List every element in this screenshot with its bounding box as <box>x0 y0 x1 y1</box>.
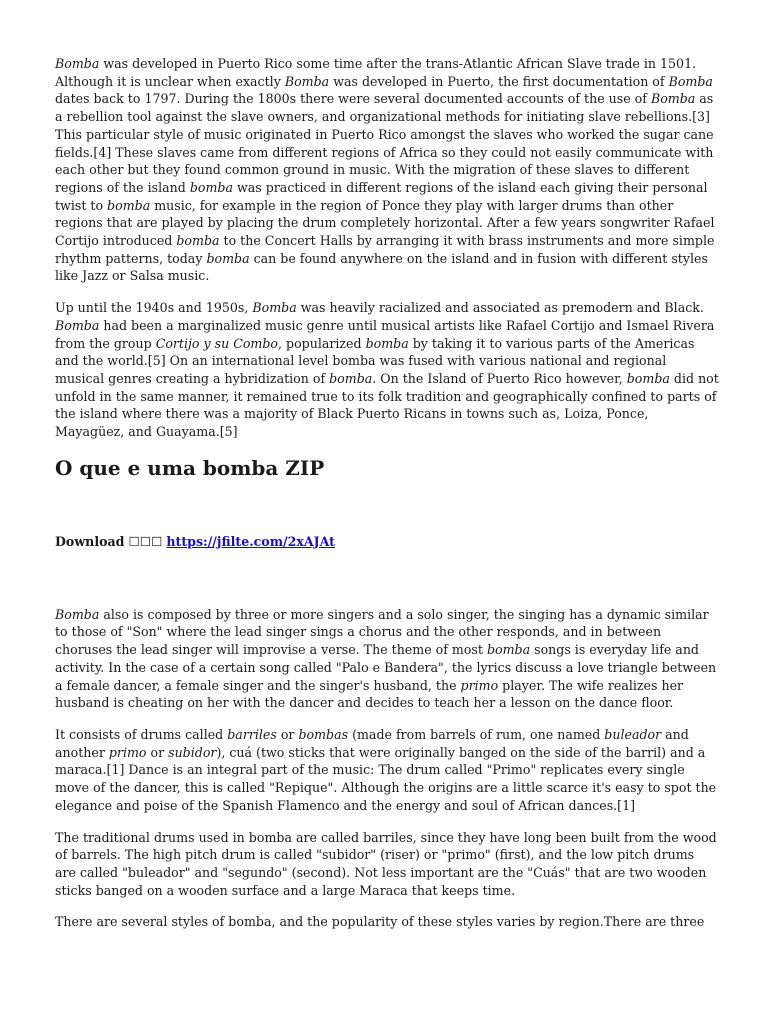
text-run: It consists of drums called <box>55 726 228 742</box>
text-run: and another <box>55 726 689 760</box>
body-paragraph <box>55 913 719 931</box>
text-run: had been a marginalized music genre until musical artists like Rafael Cortijo and Ismael Rivera from the group <box>55 317 715 351</box>
italic-term: bomba <box>206 250 250 266</box>
italic-term: bombas <box>298 726 349 742</box>
italic-term: Bomba <box>650 91 696 107</box>
section-heading: O que e uma bomba ZIP <box>55 455 325 480</box>
italic-term: subidor <box>168 744 217 760</box>
italic-term: bomba <box>626 370 670 386</box>
text-run: . On the Island of Puerto Rico however, <box>372 370 627 386</box>
italic-term: Bomba <box>55 317 100 333</box>
text-run: (made from barrels of rum, one named <box>348 726 605 742</box>
text-run: songs is everyday life and activity. In the case of a certain song called "Palo e Bandera", the lyrics discuss a love triangle between a female dancer, a female singer and the singer's husband, the <box>55 642 717 693</box>
download-link[interactable]: https://jfilte.com/2xAJAt <box>166 533 335 549</box>
download-label: Download <box>55 533 125 549</box>
text-run: music, for example in the region of Ponce they play with larger drums than other regions that are played by placing the drum completely horizontal. After a few years songwriter Rafael Cortijo introduced <box>55 197 715 249</box>
italic-term: buleador <box>604 726 662 742</box>
body-paragraph <box>55 726 719 815</box>
text-run: The traditional drums used in bomba are called barriles, since they have long been built from the wood of barrels. The high pitch drum is called "subidor" (riser) or "primo" (first), and the low pitch drums are called "buleador" and "segundo" (second). Not less important are the "Cuás" that are two wooden sticks banged on a wooden surface and a large Maraca that keeps time. <box>55 829 717 898</box>
text-run: Up until the 1940s and 1950s, <box>55 300 253 316</box>
download-arrows-icon: ☐☐☐ <box>128 533 163 549</box>
text-run: can be found anywhere on the island and in fusion with different styles like Jazz or Salsa music. <box>55 250 708 284</box>
text-run: or <box>276 726 299 742</box>
text-run: was developed in Puerto Rico some time after the trans-Atlantic African Slave trade in 1501. Although it is unclear when exactly <box>55 56 697 89</box>
text-run: as a rebellion tool against the slave owners, and organizational methods for initiating slave rebellions.[3] This particular style of music originated in Puerto Rico amongst the slaves who worked the sugar cane fields.[4] These slaves came from different regions of Africa so they could not easily communicate with each other but they found common ground in music. With the migration of these slaves to different regions of the island <box>55 91 714 195</box>
italic-term: bomba <box>176 233 220 249</box>
download-line <box>55 533 719 550</box>
text-run: was practiced in different regions of the island each giving their personal twist to <box>55 179 708 213</box>
italic-term: Bomba <box>252 300 297 316</box>
italic-term: Cortijo y su Combo <box>155 335 279 351</box>
text-run: was heavily racialized and associated as premodern and Black. <box>296 300 704 316</box>
italic-term: Bomba <box>55 56 100 71</box>
text-run: player. The wife realizes her husband is cheating on her with the dancer and decides to teach her a lesson on the dance floor. <box>55 677 684 711</box>
italic-term: bomba <box>189 179 233 195</box>
text-run: There are several styles of bomba, and the popularity of these styles varies by region.There are three <box>55 914 705 930</box>
italic-term: Bomba <box>55 606 100 622</box>
italic-term: primo <box>460 677 499 693</box>
italic-term: bomba <box>329 370 373 386</box>
body-paragraph <box>55 299 719 441</box>
text-run: was developed in Puerto, the first documentation of <box>329 73 669 89</box>
text-run: or <box>146 744 169 760</box>
body-paragraph <box>55 55 719 285</box>
italic-term: bomba <box>107 197 151 213</box>
italic-term: Bomba <box>668 73 713 89</box>
body-paragraph <box>55 606 719 712</box>
text-run: by taking it to various parts of the Americas and the world.[5] On an international level bomba was fused with various national and regional musical genres creating a hybridization of <box>55 335 695 386</box>
italic-term: Bomba <box>284 73 330 89</box>
text-run: to the Concert Halls by arranging it with brass instruments and more simple rhythm patterns, today <box>55 233 715 266</box>
italic-term: barriles <box>227 726 277 742</box>
text-run: did not unfold in the same manner, it remained true to its folk tradition and geographically confined to parts of the island where there was a majority of Black Puerto Ricans in towns such as, Loiza, Ponce, Mayagüez, and Guayama.[5] <box>55 370 719 440</box>
italic-term: bomba <box>486 642 531 658</box>
text-run: dates back to 1797. During the 1800s there were several documented accounts of the use of <box>55 91 651 107</box>
text-run: ), cuá (two sticks that were originally banged on the side of the barril) and a maraca.[1] Dance is an integral part of the music: The drum called "Primo" replicates every single move of the dancer, this is called "Repique". Although the origins are a little scarce it's easy to spot the elegance and poise of the Spanish Flamenco and the energy and soul of African dances.[1] <box>55 744 717 813</box>
bottom-paragraphs <box>55 606 719 931</box>
italic-term: primo <box>108 744 147 760</box>
text-run: also is composed by three or more singers and a solo singer, the singing has a dynamic similar to those of "Son" where the lead singer sings a chorus and the other responds, and in between choruses the lead singer will improvise a verse. The theme of most <box>55 606 709 658</box>
text-run: , popularized <box>278 335 366 351</box>
body-paragraph <box>55 829 719 900</box>
document-content <box>55 55 719 945</box>
top-paragraphs <box>55 55 719 441</box>
italic-term: bomba <box>365 335 409 351</box>
